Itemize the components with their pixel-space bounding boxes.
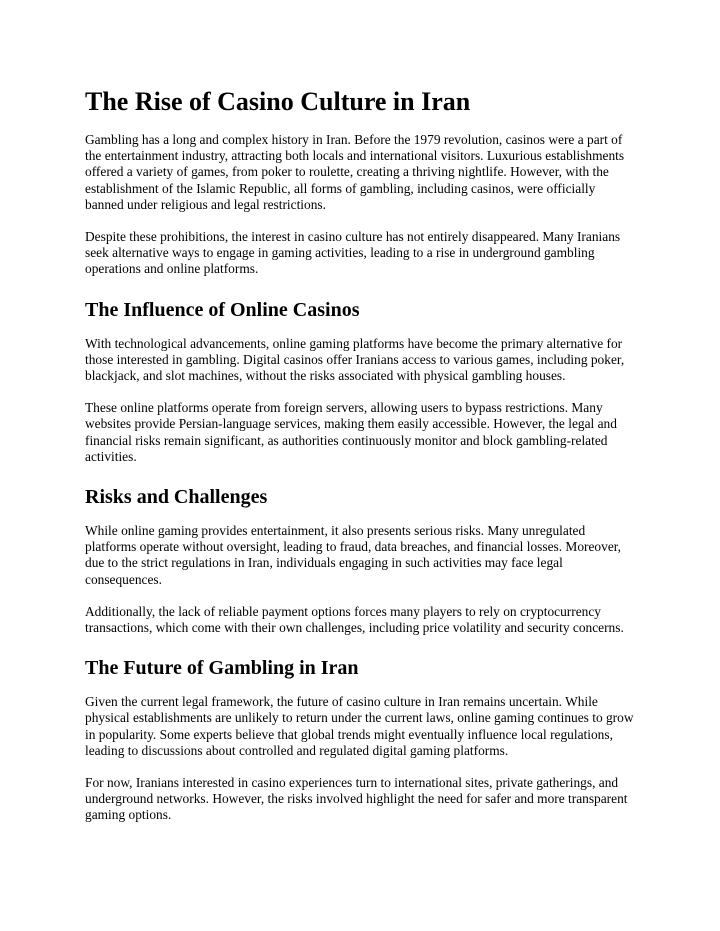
section-heading-risks: Risks and Challenges: [85, 486, 268, 509]
intro-paragraph-1: Gambling has a long and complex history in Iran. Before the 1979 revolution, casinos were a part of the entertainment industry, attracting both locals and international visitors. Luxurious establishments offered a variety of games, from poker to roulette, creating a thriving nightlife. However, with the establishment of the Islamic Republic, all forms of gambling, including casinos, were officially banned under religious and legal restrictions.: [85, 132, 625, 212]
future-paragraph-2: For now, Iranians interested in casino experiences turn to international sites, private gatherings, and underground networks. However, the risks involved highlight the need for safer and more transparent gaming options.: [85, 775, 628, 823]
document-title: The Rise of Casino Culture in Iran: [85, 87, 471, 116]
document-page: [85, 86, 637, 840]
section-heading-online-casinos: The Influence of Online Casinos: [85, 298, 360, 321]
risks-paragraph-1: While online gaming provides entertainment, it also presents serious risks. Many unregulated platforms operate without oversight, leading to fraud, data breaches, and financial losses. Moreover, due to the strict regulations in Iran, individuals engaging in such activities may face legal consequences.: [85, 523, 622, 587]
future-paragraph-1: Given the current legal framework, the future of casino culture in Iran remains uncertain. While physical establishments are unlikely to return under the current laws, online gaming continues to grow in popularity. Some experts believe that global trends might eventually influence local regulations, leading to discussions about controlled and regulated digital gaming platforms.: [85, 694, 634, 758]
section-heading-future: The Future of Gambling in Iran: [85, 657, 359, 680]
intro-paragraph-2: Despite these prohibitions, the interest in casino culture has not entirely disappeared. Many Iranians seek alternative ways to engage in gaming activities, leading to a rise in underground gambling operations and online platforms.: [85, 229, 621, 277]
risks-paragraph-2: Additionally, the lack of reliable payment options forces many players to rely on cryptocurrency transactions, which come with their own challenges, including price volatility and security concerns.: [85, 603, 624, 636]
online-casinos-paragraph-2: These online platforms operate from foreign servers, allowing users to bypass restrictions. Many websites provide Persian-language services, making them easily accessible. However, the legal and financial risks remain significant, as authorities continuously monitor and block gambling-related activities.: [85, 400, 617, 464]
online-casinos-paragraph-1: With technological advancements, online gaming platforms have become the primary alternative for those interested in gambling. Digital casinos offer Iranians access to various games, including poker, blackjack, and slot machines, without the risks associated with physical gambling houses.: [85, 335, 625, 384]
